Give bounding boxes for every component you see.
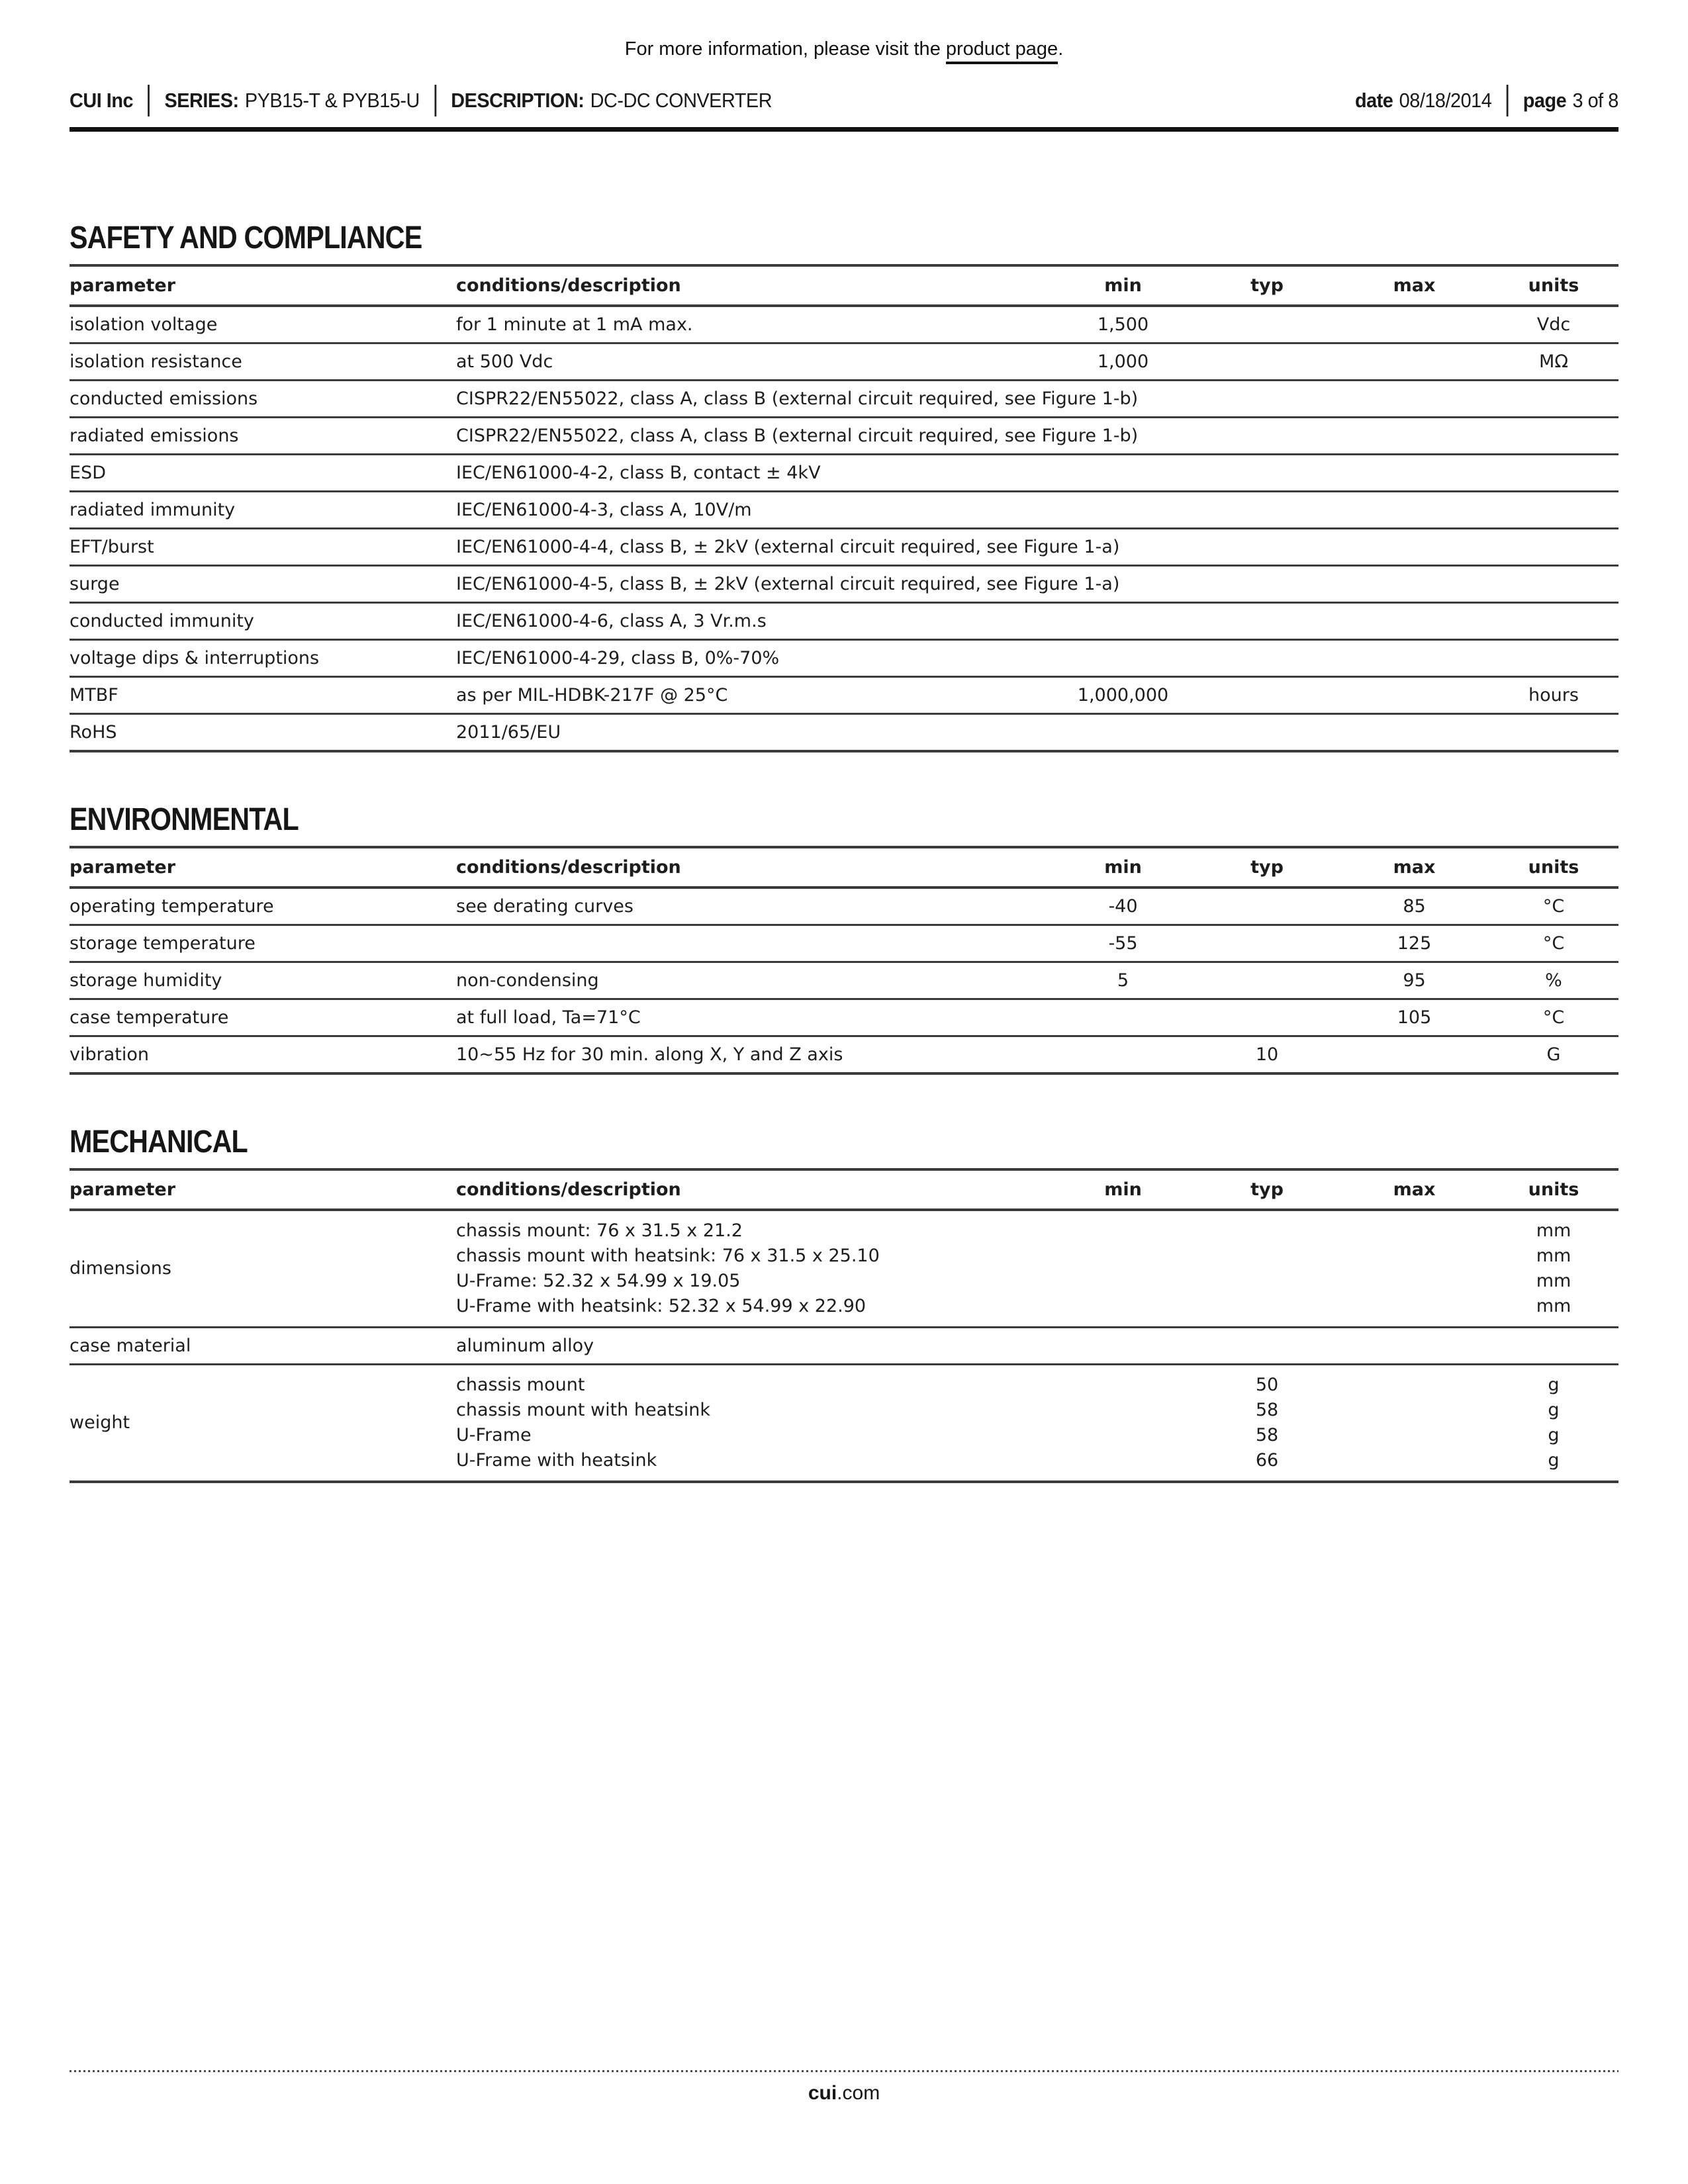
conditions-cell <box>456 963 1052 998</box>
column-header-min: min <box>1104 1179 1142 1200</box>
series-label: SERIES: <box>164 89 239 112</box>
typ-cell <box>1194 641 1340 676</box>
conditions-value: IEC/EN61000-4-2, class B, contact ± 4kV <box>456 463 821 483</box>
conditions-value: U-Frame with heatsink: 52.32 x 54.99 x 22.90 <box>456 1296 867 1316</box>
section-title: ENVIRONMENTAL <box>70 802 299 837</box>
parameter-value: RoHS <box>70 722 117 743</box>
conditions-cell <box>456 715 1052 750</box>
param-cell <box>70 455 456 490</box>
conditions-cell <box>456 344 1052 379</box>
footer <box>0 2082 1688 2105</box>
min-cell <box>1052 418 1194 453</box>
company-name: CUI Inc <box>70 89 134 112</box>
param-cell <box>70 1037 456 1072</box>
table-row <box>70 715 1618 750</box>
units-cell <box>1489 926 1618 961</box>
table-row <box>70 1328 1618 1365</box>
param-cell <box>70 1000 456 1035</box>
conditions-value: IEC/EN61000-4-5, class B, ± 2kV (external circuit required, see Figure 1-a) <box>456 574 1120 594</box>
units-cell <box>1489 381 1618 416</box>
table-row <box>70 1000 1618 1037</box>
max-value: 125 <box>1397 933 1432 954</box>
min-cell <box>1052 455 1194 490</box>
units-value: hours <box>1528 685 1579 705</box>
parameter-value: voltage dips & interruptions <box>70 648 320 668</box>
max-cell <box>1340 641 1489 676</box>
conditions-value: U-Frame <box>456 1425 532 1445</box>
min-value: -55 <box>1108 933 1138 954</box>
units-cell <box>1489 1328 1618 1363</box>
parameter-value: vibration <box>70 1044 149 1065</box>
typ-cell <box>1194 381 1340 416</box>
doc-header-left <box>70 85 772 116</box>
min-cell <box>1052 963 1194 998</box>
max-cell <box>1340 567 1489 602</box>
min-value: -40 <box>1108 896 1138 917</box>
column-header-units: units <box>1528 275 1579 296</box>
conditions-value: aluminum alloy <box>456 1336 594 1356</box>
units-cell <box>1489 1037 1618 1072</box>
parameter-value: MTBF <box>70 685 118 705</box>
units-value: g <box>1548 1450 1560 1471</box>
units-value: °C <box>1542 933 1565 954</box>
units-value: Vdc <box>1536 314 1571 335</box>
column-header-conditions: conditions/description <box>456 857 681 878</box>
header-divider <box>148 85 150 116</box>
header-rule <box>70 127 1618 132</box>
max-value: 105 <box>1397 1007 1432 1028</box>
table-header-row <box>70 848 1618 889</box>
conditions-value: chassis mount with heatsink: 76 x 31.5 x 25.10 <box>456 1246 880 1266</box>
conditions-value: non-condensing <box>456 970 599 991</box>
section-2 <box>70 1124 1618 1483</box>
max-cell <box>1340 1211 1489 1326</box>
param-cell <box>70 492 456 527</box>
min-cell <box>1052 529 1194 565</box>
units-cell <box>1489 418 1618 453</box>
conditions-value: IEC/EN61000-4-3, class A, 10V/m <box>456 500 752 520</box>
param-cell <box>70 963 456 998</box>
section-0 <box>70 220 1618 752</box>
section-1 <box>70 802 1618 1075</box>
max-cell <box>1340 492 1489 527</box>
units-value: mm <box>1536 1296 1571 1316</box>
units-cell <box>1489 1211 1618 1326</box>
conditions-cell <box>456 604 1052 639</box>
column-header-typ: typ <box>1250 1179 1284 1200</box>
max-cell <box>1340 1000 1489 1035</box>
typ-cell <box>1194 678 1340 713</box>
conditions-value: see derating curves <box>456 896 633 917</box>
min-cell <box>1052 307 1194 342</box>
conditions-value: for 1 minute at 1 mA max. <box>456 314 693 335</box>
conditions-value: as per MIL-HDBK-217F @ 25°C <box>456 685 728 705</box>
max-cell <box>1340 529 1489 565</box>
units-cell <box>1489 889 1618 924</box>
conditions-value: IEC/EN61000-4-6, class A, 3 Vr.m.s <box>456 611 767 631</box>
doc-header <box>70 85 1618 116</box>
typ-cell <box>1194 307 1340 342</box>
table-row <box>70 418 1618 455</box>
column-header-conditions: conditions/description <box>456 275 681 296</box>
min-cell <box>1052 1328 1194 1363</box>
min-value: 1,000,000 <box>1077 685 1169 705</box>
conditions-cell <box>456 641 1052 676</box>
column-header-parameter: parameter <box>70 857 176 878</box>
typ-cell <box>1194 418 1340 453</box>
column-header-units: units <box>1528 1179 1579 1200</box>
table-row <box>70 889 1618 926</box>
param-cell <box>70 344 456 379</box>
units-cell <box>1489 678 1618 713</box>
table-row <box>70 926 1618 963</box>
parameter-value: case material <box>70 1336 191 1356</box>
min-cell <box>1052 1211 1194 1326</box>
column-header-typ: typ <box>1250 857 1284 878</box>
column-header-max: max <box>1393 1179 1436 1200</box>
parameter-value: operating temperature <box>70 896 274 917</box>
column-header-conditions: conditions/description <box>456 1179 681 1200</box>
conditions-cell <box>456 1365 1052 1480</box>
page-value: 3 of 8 <box>1572 89 1618 112</box>
conditions-value: chassis mount with heatsink <box>456 1400 711 1420</box>
conditions-value: CISPR22/EN55022, class A, class B (external circuit required, see Figure 1-b) <box>456 426 1139 446</box>
sections-container <box>70 220 1618 1483</box>
conditions-value: IEC/EN61000-4-29, class B, 0%-70% <box>456 648 780 668</box>
table-row <box>70 567 1618 604</box>
parameter-value: surge <box>70 574 120 594</box>
units-value: mm <box>1536 1220 1571 1241</box>
column-header-parameter: parameter <box>70 275 176 296</box>
param-cell <box>70 889 456 924</box>
typ-cell <box>1194 1328 1340 1363</box>
conditions-cell <box>456 567 1120 602</box>
max-cell <box>1340 455 1489 490</box>
param-cell <box>70 1328 456 1363</box>
max-cell <box>1340 604 1489 639</box>
section-title: MECHANICAL <box>70 1124 248 1160</box>
units-value: °C <box>1542 1007 1565 1028</box>
conditions-value: chassis mount: 76 x 31.5 x 21.2 <box>456 1220 743 1241</box>
min-cell <box>1052 344 1194 379</box>
top-note-suffix: . <box>1058 38 1064 60</box>
header-divider <box>434 85 436 116</box>
conditions-value: at 500 Vdc <box>456 351 553 372</box>
max-cell <box>1340 307 1489 342</box>
date-value: 08/18/2014 <box>1399 89 1492 112</box>
footer-dotted-line <box>70 2070 1618 2072</box>
typ-cell <box>1194 455 1340 490</box>
typ-cell <box>1194 926 1340 961</box>
table-row <box>70 604 1618 641</box>
param-cell <box>70 529 456 565</box>
conditions-cell <box>456 418 1139 453</box>
column-header-typ: typ <box>1250 275 1284 296</box>
table-row <box>70 963 1618 1000</box>
min-cell <box>1052 678 1194 713</box>
conditions-value: U-Frame: 52.32 x 54.99 x 19.05 <box>456 1271 741 1291</box>
units-cell <box>1489 1000 1618 1035</box>
footer-site-bold[interactable]: cui <box>808 2082 837 2104</box>
conditions-value: IEC/EN61000-4-4, class B, ± 2kV (external circuit required, see Figure 1-a) <box>456 537 1120 557</box>
parameter-value: isolation voltage <box>70 314 218 335</box>
parameter-value: conducted immunity <box>70 611 254 631</box>
units-value: % <box>1545 970 1562 991</box>
conditions-value: 2011/65/EU <box>456 722 561 743</box>
typ-cell <box>1194 492 1340 527</box>
parameter-value: radiated emissions <box>70 426 239 446</box>
header-divider <box>1507 85 1509 116</box>
footer-site-rest[interactable]: .com <box>837 2082 880 2104</box>
max-cell <box>1340 344 1489 379</box>
table-row <box>70 641 1618 678</box>
min-cell <box>1052 1000 1194 1035</box>
table-header-row <box>70 1171 1618 1211</box>
doc-header-right <box>1355 85 1618 116</box>
conditions-cell <box>456 455 1052 490</box>
min-value: 5 <box>1117 970 1129 991</box>
conditions-cell <box>456 1328 1052 1363</box>
typ-cell <box>1194 715 1340 750</box>
typ-cell <box>1194 1000 1340 1035</box>
conditions-cell <box>456 381 1139 416</box>
max-cell <box>1340 926 1489 961</box>
typ-cell <box>1194 604 1340 639</box>
conditions-cell <box>456 492 1052 527</box>
param-cell <box>70 567 456 602</box>
max-cell <box>1340 963 1489 998</box>
column-header-max: max <box>1393 275 1436 296</box>
param-cell <box>70 604 456 639</box>
table-row <box>70 455 1618 492</box>
units-cell <box>1489 307 1618 342</box>
product-page-link[interactable]: product page <box>946 38 1058 64</box>
max-cell <box>1340 1328 1489 1363</box>
units-value: °C <box>1542 896 1565 917</box>
description-label: DESCRIPTION: <box>451 89 585 112</box>
units-cell <box>1489 455 1618 490</box>
top-note-text: For more information, please visit the <box>624 38 946 60</box>
data-table <box>70 846 1618 1075</box>
column-header-parameter: parameter <box>70 1179 176 1200</box>
min-cell <box>1052 567 1194 602</box>
typ-value: 50 <box>1255 1375 1279 1395</box>
conditions-cell <box>456 678 1052 713</box>
min-cell <box>1052 1365 1194 1480</box>
typ-value: 58 <box>1255 1400 1279 1420</box>
min-cell <box>1052 604 1194 639</box>
parameter-value: dimensions <box>70 1258 171 1279</box>
description-value: DC-DC CONVERTER <box>590 89 773 112</box>
parameter-value: case temperature <box>70 1007 229 1028</box>
max-cell <box>1340 889 1489 924</box>
table-row <box>70 529 1618 567</box>
typ-value: 66 <box>1255 1450 1279 1471</box>
conditions-cell <box>456 1211 1052 1326</box>
parameter-value: conducted emissions <box>70 388 258 409</box>
max-value: 85 <box>1403 896 1426 917</box>
max-cell <box>1340 715 1489 750</box>
table-row <box>70 381 1618 418</box>
table-header-row <box>70 267 1618 307</box>
max-cell <box>1340 418 1489 453</box>
table-row <box>70 1211 1618 1328</box>
table-row <box>70 1037 1618 1072</box>
conditions-value: CISPR22/EN55022, class A, class B (external circuit required, see Figure 1-b) <box>456 388 1139 409</box>
typ-cell <box>1194 344 1340 379</box>
data-table <box>70 264 1618 752</box>
units-value: g <box>1548 1375 1560 1395</box>
table-row <box>70 344 1618 381</box>
param-cell <box>70 1365 456 1480</box>
conditions-cell <box>456 307 1052 342</box>
parameter-value: radiated immunity <box>70 500 236 520</box>
parameter-value: EFT/burst <box>70 537 154 557</box>
units-cell <box>1489 567 1618 602</box>
max-cell <box>1340 1037 1489 1072</box>
param-cell <box>70 926 456 961</box>
min-cell <box>1052 926 1194 961</box>
column-header-max: max <box>1393 857 1436 878</box>
units-value: G <box>1546 1044 1561 1065</box>
section-title: SAFETY AND COMPLIANCE <box>70 220 422 255</box>
table-row <box>70 307 1618 344</box>
typ-value: 10 <box>1255 1044 1279 1065</box>
min-cell <box>1052 492 1194 527</box>
typ-cell <box>1194 889 1340 924</box>
param-cell <box>70 1211 456 1326</box>
units-value: mm <box>1536 1246 1571 1266</box>
column-header-min: min <box>1104 857 1142 878</box>
conditions-cell <box>456 1000 1052 1035</box>
top-note <box>0 38 1688 60</box>
units-cell <box>1489 641 1618 676</box>
units-cell <box>1489 963 1618 998</box>
parameter-value: ESD <box>70 463 106 483</box>
units-cell <box>1489 529 1618 565</box>
param-cell <box>70 381 456 416</box>
conditions-value: 10~55 Hz for 30 min. along X, Y and Z axis <box>456 1044 843 1065</box>
param-cell <box>70 307 456 342</box>
units-cell <box>1489 344 1618 379</box>
table-row <box>70 1365 1618 1480</box>
min-cell <box>1052 715 1194 750</box>
column-header-units: units <box>1528 857 1579 878</box>
conditions-value: at full load, Ta=71°C <box>456 1007 641 1028</box>
column-header-min: min <box>1104 275 1142 296</box>
max-cell <box>1340 678 1489 713</box>
page-label: page <box>1523 89 1567 112</box>
parameter-value: storage humidity <box>70 970 222 991</box>
typ-cell <box>1194 1211 1340 1326</box>
data-table <box>70 1168 1618 1483</box>
table-row <box>70 678 1618 715</box>
table-row <box>70 492 1618 529</box>
typ-cell <box>1194 529 1340 565</box>
typ-cell <box>1194 1037 1340 1072</box>
typ-cell <box>1194 963 1340 998</box>
parameter-value: isolation resistance <box>70 351 242 372</box>
min-value: 1,500 <box>1097 314 1149 335</box>
units-cell <box>1489 492 1618 527</box>
conditions-value: chassis mount <box>456 1375 585 1395</box>
parameter-value: storage temperature <box>70 933 256 954</box>
series-value: PYB15-T & PYB15-U <box>244 89 420 112</box>
max-cell <box>1340 381 1489 416</box>
conditions-cell <box>456 1037 1052 1072</box>
min-value: 1,000 <box>1097 351 1149 372</box>
units-value: mm <box>1536 1271 1571 1291</box>
units-value: g <box>1548 1400 1560 1420</box>
max-value: 95 <box>1403 970 1426 991</box>
param-cell <box>70 641 456 676</box>
conditions-cell <box>456 889 1052 924</box>
min-cell <box>1052 381 1194 416</box>
typ-cell <box>1194 1365 1340 1480</box>
typ-value: 58 <box>1255 1425 1279 1445</box>
conditions-cell <box>456 529 1120 565</box>
param-cell <box>70 418 456 453</box>
param-cell <box>70 715 456 750</box>
max-cell <box>1340 1365 1489 1480</box>
units-cell <box>1489 604 1618 639</box>
param-cell <box>70 678 456 713</box>
units-cell <box>1489 715 1618 750</box>
min-cell <box>1052 1037 1194 1072</box>
units-cell <box>1489 1365 1618 1480</box>
typ-cell <box>1194 567 1340 602</box>
date-label: date <box>1355 89 1393 112</box>
units-value: g <box>1548 1425 1560 1445</box>
min-cell <box>1052 641 1194 676</box>
conditions-cell <box>456 926 1052 961</box>
parameter-value: weight <box>70 1412 130 1433</box>
units-value: MΩ <box>1539 351 1568 372</box>
conditions-value: U-Frame with heatsink <box>456 1450 657 1471</box>
min-cell <box>1052 889 1194 924</box>
